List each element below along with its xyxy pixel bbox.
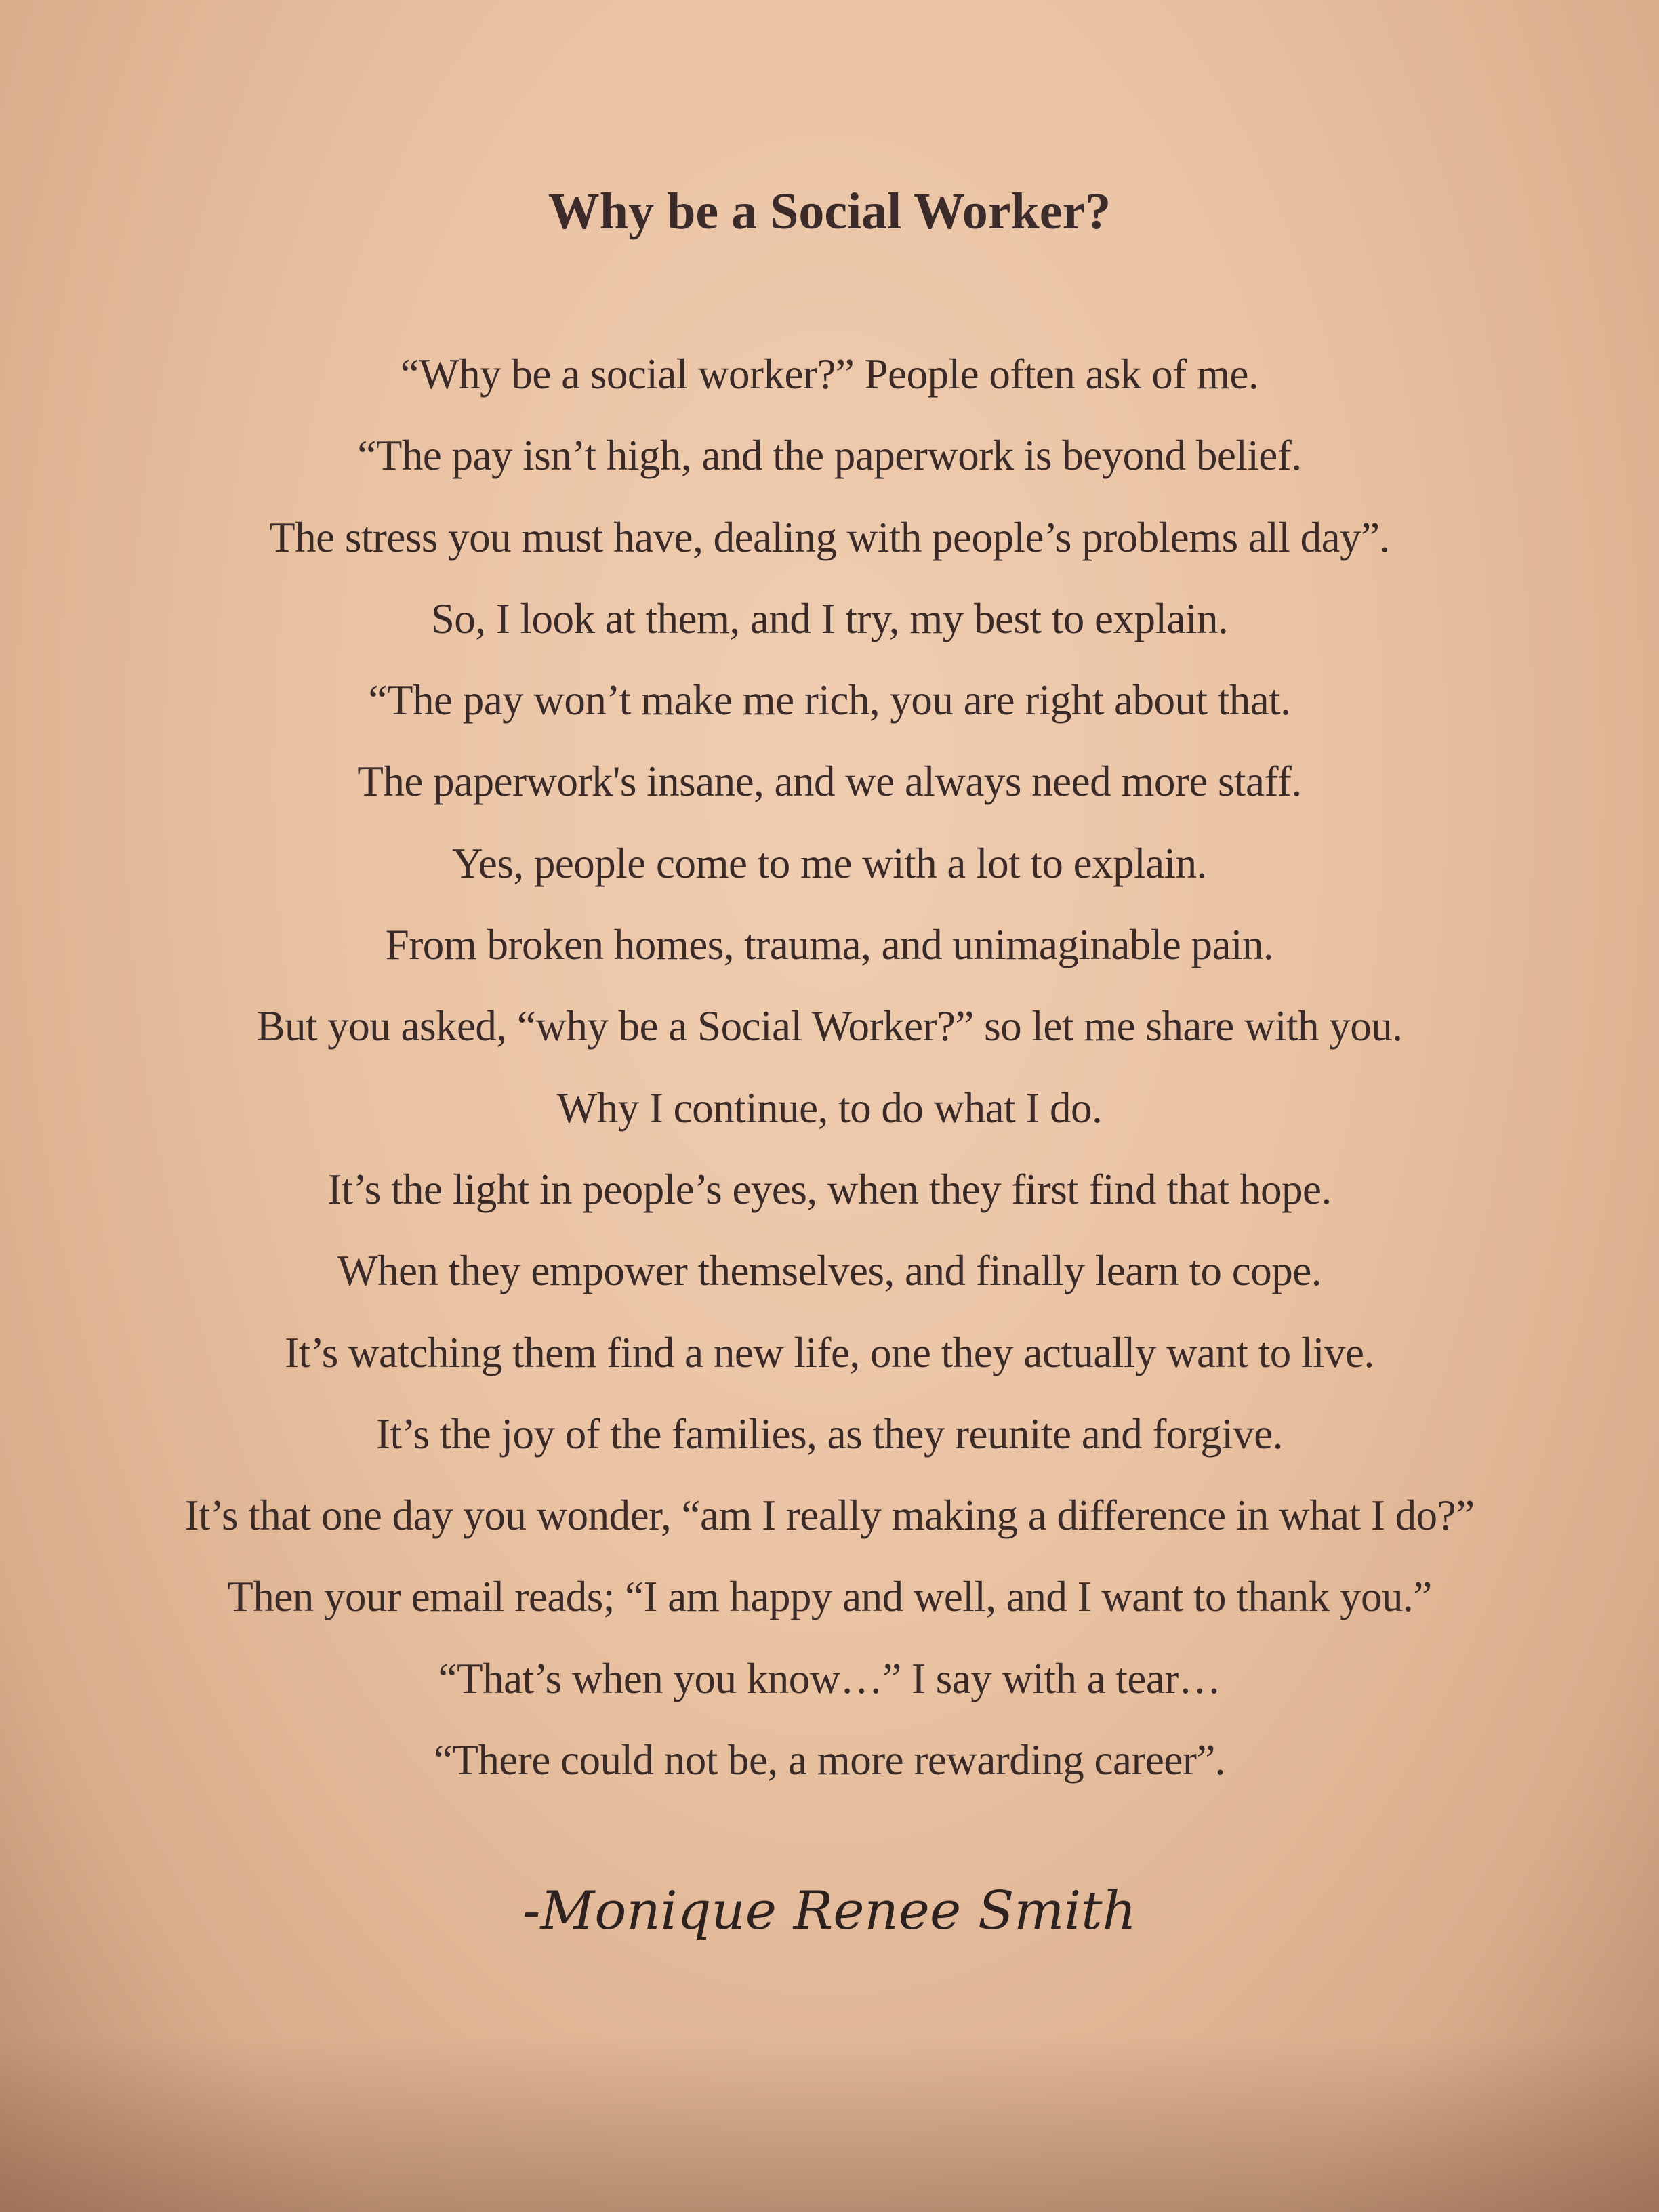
poem-line: But you asked, “why be a Social Worker?” so let me share with you. — [256, 1002, 1403, 1050]
poem-line: It’s the joy of the families, as they reunite and forgive. — [376, 1410, 1283, 1458]
poem-line: “Why be a social worker?” People often ask of me. — [400, 350, 1259, 398]
poem-line: So, I look at them, and I try, my best to explain. — [430, 594, 1229, 642]
poem-line: “The pay isn’t high, and the paperwork is beyond belief. — [357, 432, 1302, 480]
poem-line: Yes, people come to me with a lot to explain. — [452, 839, 1207, 887]
poem-line: It’s that one day you wonder, “am I really making a difference in what I do?” — [184, 1492, 1475, 1540]
poem-body — [0, 333, 1659, 1801]
poem-line: The paperwork's insane, and we always need more staff. — [357, 758, 1302, 806]
poem-line: The stress you must have, dealing with people’s problems all day”. — [269, 513, 1390, 561]
photo-shadow — [0, 2036, 1659, 2212]
poem-line: When they empower themselves, and finally learn to cope. — [337, 1247, 1322, 1295]
poem-line: It’s the light in people’s eyes, when they first find that hope. — [327, 1165, 1332, 1213]
poem-line: “That’s when you know…” I say with a tear… — [438, 1654, 1221, 1702]
poem-title: Why be a Social Worker? — [548, 183, 1111, 240]
poem-line: “The pay won’t make me rich, you are right about that. — [368, 676, 1291, 724]
poem-line: It’s watching them find a new life, one they actually want to live. — [285, 1328, 1374, 1376]
poem-line: From broken homes, trauma, and unimaginable pain. — [385, 921, 1274, 969]
poem-line: Why I continue, to do what I do. — [556, 1084, 1103, 1132]
author-signature: -Monique Renee Smith — [523, 1881, 1136, 1942]
poem-line: “There could not be, a more rewarding career”. — [433, 1736, 1226, 1784]
poem-line: Then your email reads; “I am happy and well, and I want to thank you.” — [227, 1573, 1432, 1621]
